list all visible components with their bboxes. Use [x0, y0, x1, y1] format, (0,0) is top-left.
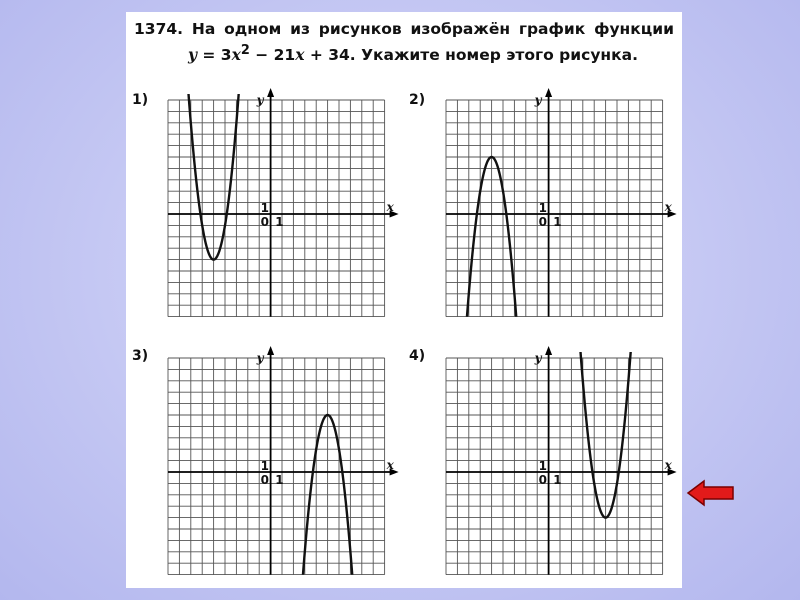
y-unit-label: 1	[260, 201, 269, 215]
parabola-curve	[168, 415, 385, 600]
function-formula: $y = 3x^2 - 21x + 34$. Укажите номер этого рисунка.	[188, 43, 638, 65]
x-unit-label: 1	[275, 215, 284, 229]
task-number: 1374.	[134, 20, 184, 38]
x-axis-label: x	[386, 458, 394, 472]
y-unit-label: 1	[538, 201, 547, 215]
x-axis-label: x	[386, 200, 394, 214]
x-unit-label: 1	[553, 473, 562, 487]
textbook-page	[126, 12, 682, 588]
y-axis-label: y	[256, 351, 264, 365]
panel-label-2: 2)	[409, 92, 426, 108]
y-axis-label: y	[534, 93, 542, 107]
y-axis-arrow-icon	[267, 346, 274, 355]
y-unit-label: 1	[538, 459, 547, 473]
x-unit-label: 1	[275, 473, 284, 487]
panel-label-3: 3)	[132, 348, 149, 364]
y-unit-label: 1	[260, 459, 269, 473]
x-unit-label: 1	[553, 215, 562, 229]
x-axis-label: x	[664, 458, 672, 472]
graph-panel-2	[438, 90, 670, 332]
panel-label-1: 1)	[132, 92, 149, 108]
x-axis-label: x	[664, 200, 672, 214]
task-statement	[134, 18, 674, 66]
y-axis-arrow-icon	[267, 88, 274, 97]
y-axis-label: y	[256, 93, 264, 107]
origin-label: 0	[260, 215, 269, 229]
y-axis-arrow-icon	[545, 88, 552, 97]
graph-panel-3	[160, 348, 392, 590]
panel-label-4: 4)	[409, 348, 426, 364]
y-axis-arrow-icon	[545, 346, 552, 355]
answer-arrow-icon	[686, 478, 736, 508]
task-text-line1: На одном из рисунков изображён график функции	[191, 20, 674, 38]
origin-label: 0	[538, 473, 547, 487]
graph-panel-4	[438, 348, 670, 590]
origin-label: 0	[260, 473, 269, 487]
y-axis-label: y	[534, 351, 542, 365]
origin-label: 0	[538, 215, 547, 229]
graph-panel-1	[160, 90, 392, 332]
